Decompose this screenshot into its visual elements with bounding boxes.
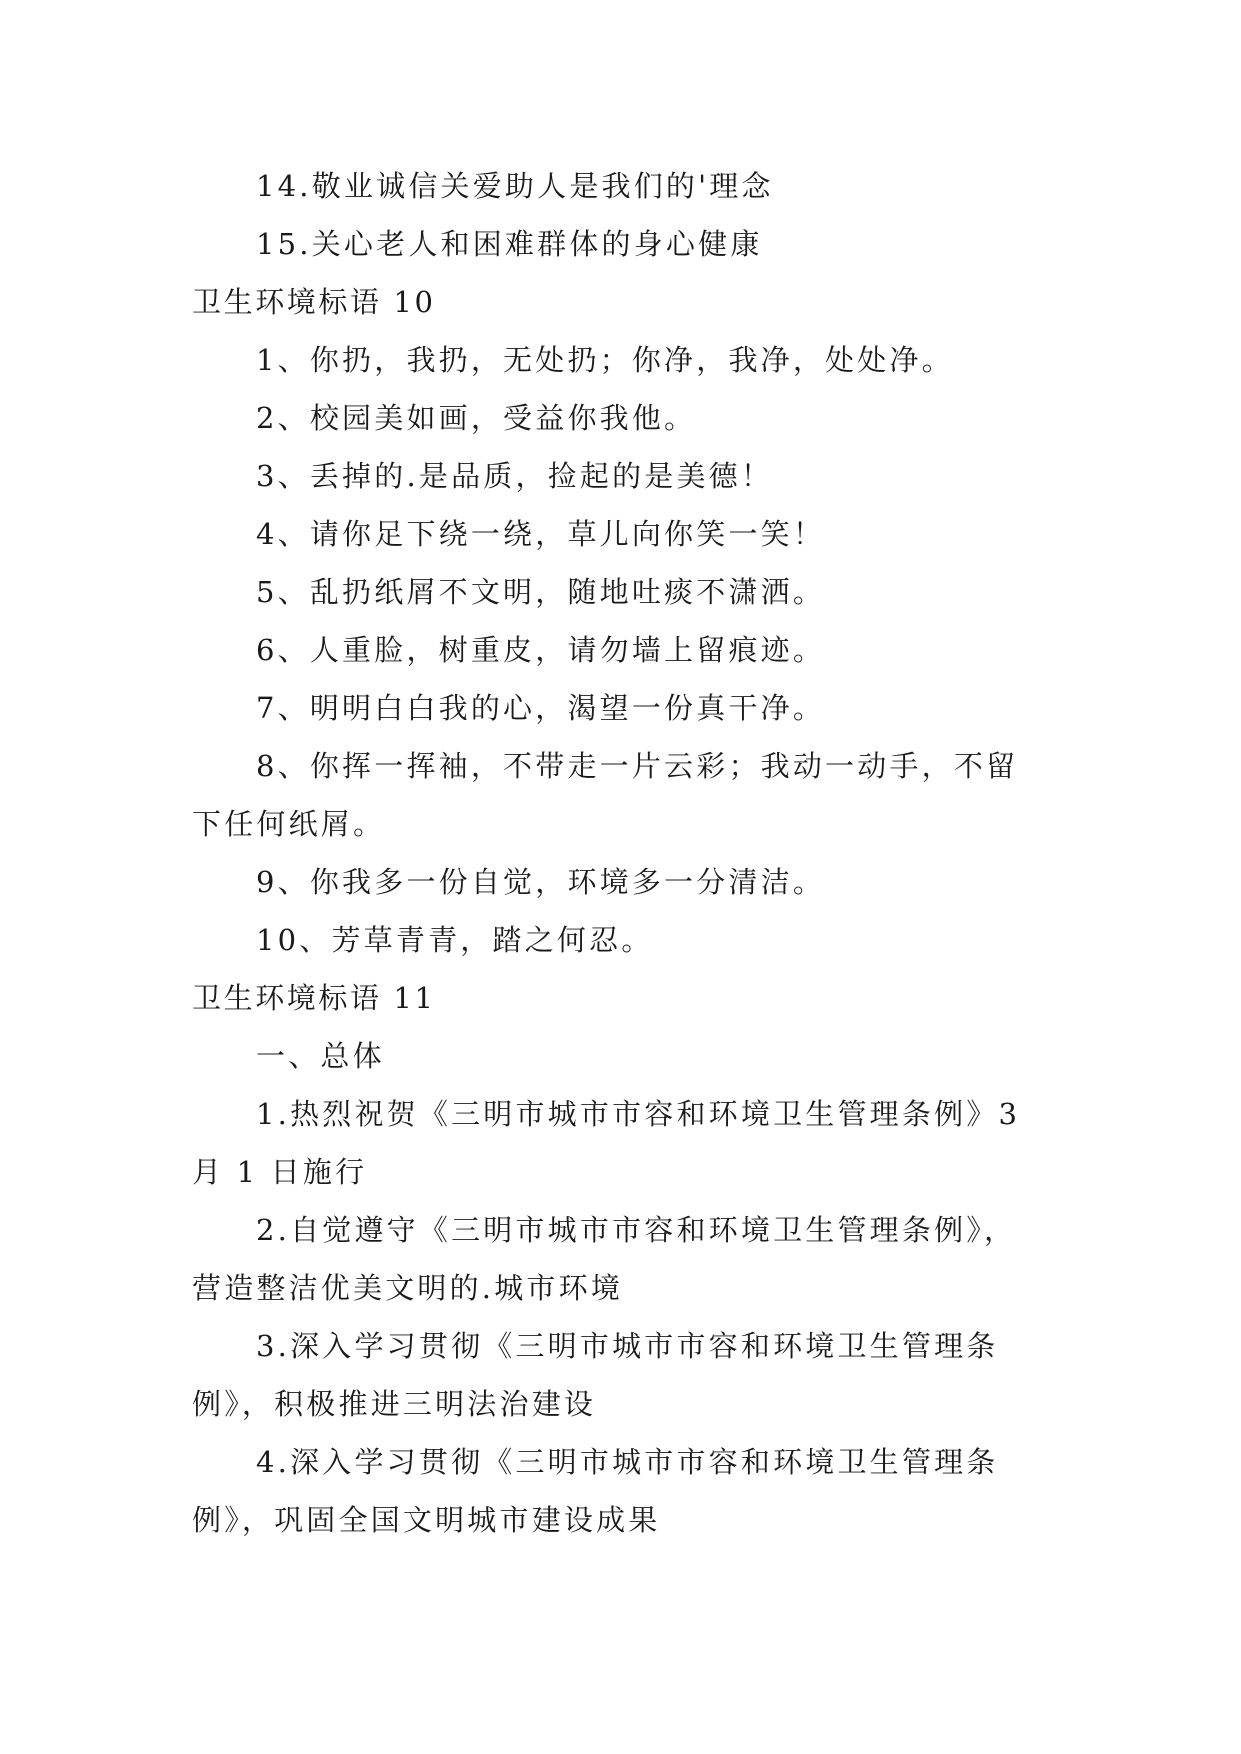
list-item: 1、你扔，我扔，无处扔；你净，我净，处处净。	[256, 343, 954, 377]
list-item: 3.深入学习贯彻《三明市城市市容和环境卫生管理条	[256, 1329, 999, 1363]
list-item-continuation: 月 1 日施行	[192, 1155, 368, 1189]
document-body	[192, 157, 1060, 1549]
list-item: 2、校园美如画，受益你我他。	[256, 401, 697, 435]
list-item: 4.深入学习贯彻《三明市城市市容和环境卫生管理条	[256, 1445, 999, 1479]
list-item-continuation: 营造整洁优美文明的.城市环境	[192, 1271, 624, 1305]
list-item: 7、明明白白我的心，渴望一份真干净。	[256, 691, 826, 725]
list-item-continuation: 例》，巩固全国文明城市建设成果	[192, 1503, 661, 1537]
section-heading: 卫生环境标语 11	[192, 981, 436, 1015]
list-item: 9、你我多一份自觉，环境多一分清洁。	[256, 865, 826, 899]
section-heading: 卫生环境标语 10	[192, 285, 436, 319]
subsection-heading: 一、总体	[256, 1039, 385, 1073]
list-item: 5、乱扔纸屑不文明，随地吐痰不潇洒。	[256, 575, 826, 609]
list-item: 1.热烈祝贺《三明市城市市容和环境卫生管理条例》3	[256, 1097, 1021, 1131]
list-item: 4、请你足下绕一绕，草儿向你笑一笑！	[256, 517, 826, 551]
list-item: 15.关心老人和困难群体的身心健康	[256, 227, 763, 261]
list-item-continuation: 例》，积极推进三明法治建设	[192, 1387, 597, 1421]
list-item: 3、丢掉的.是品质，捡起的是美德！	[256, 459, 774, 493]
list-item: 10、芳草青青，踏之何忍。	[256, 923, 654, 957]
list-item-continuation: 下任何纸屑。	[192, 807, 386, 841]
list-item: 8、你挥一挥袖，不带走一片云彩；我动一动手，不留	[256, 749, 1019, 783]
list-item: 6、人重脸，树重皮，请勿墙上留痕迹。	[256, 633, 826, 667]
list-item: 14.敬业诚信关爱助人是我们的'理念	[256, 169, 774, 203]
list-item: 2.自觉遵守《三明市城市市容和环境卫生管理条例》，	[256, 1213, 1017, 1247]
